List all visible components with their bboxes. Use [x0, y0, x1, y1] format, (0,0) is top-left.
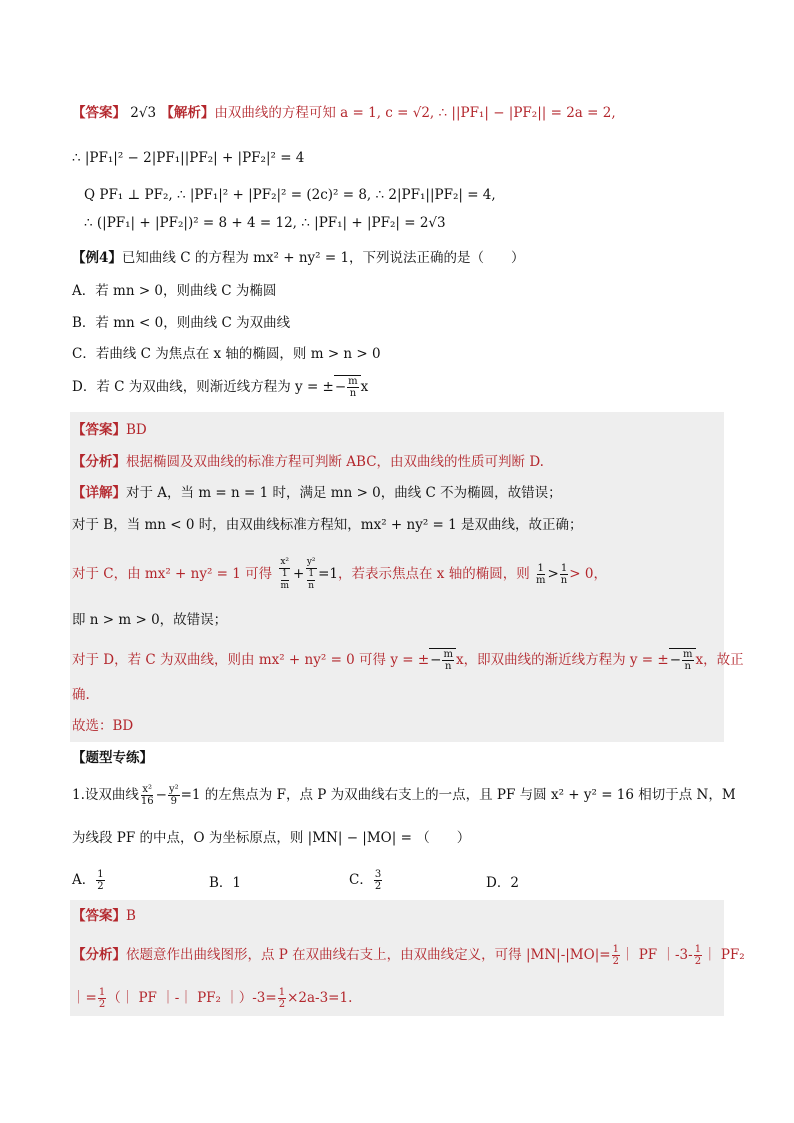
answer-line-1 [72, 103, 616, 123]
solution-analysis-tag: 【分析】 [72, 454, 126, 470]
practice-option-d: D．2 [486, 875, 519, 891]
frac-den: n [349, 388, 357, 399]
detail-5-part-b: x，即双曲线的渐近线方程为 y = ± [455, 652, 669, 668]
example4-stem [72, 248, 525, 268]
solution-detail-tag: 【详解】 [72, 485, 126, 501]
practice-answer-tag: 【答案】 [72, 908, 126, 924]
example4-option-d [72, 375, 368, 399]
answer-tag: 【答案】 [72, 105, 126, 121]
practice-analysis-text-2b: （｜ PF ｜-｜ PF₂ ｜）-3= [107, 990, 277, 1006]
analysis-text: 由双曲线的方程可知 a = 1, c = √2, ∴ ||PF₁| − |PF₂|| = 2a = 2, [214, 105, 616, 121]
one-over-m: $\frac{1}{m}$ [536, 563, 546, 586]
practice-option-c: C． $\frac{3}{2}$ [349, 869, 382, 892]
practice-option-a: A． $\frac{1}{2}$ [72, 869, 104, 892]
hyperbola-y-term: $\frac{\text{y²}}{9}$ [168, 784, 179, 807]
solution-detail-text: 对于 A，当 m = n = 1 时，满足 mn > 0，曲线 C 不为椭圆，故错误； [126, 485, 562, 501]
derivation-line-2: ∴ |PF₁|² − 2|PF₁||PF₂| + |PF₂|² = 4 [72, 150, 305, 166]
practice-analysis-2: ｜= $\frac{1}{2}$ （｜ PF ｜-｜ PF₂ ｜）-3= $\frac{1}{2}$ ×2a-3=1. [72, 987, 353, 1010]
example4-option-c: C．若曲线 C 为焦点在 x 轴的椭圆，则 m > n > 0 [72, 346, 381, 362]
derivation-line-3: Q PF₁ ⊥ PF₂, ∴ |PF₁|² + |PF₂|² = (2c)² = 8, ∴ 2|PF₁||PF₂| = 4, [84, 187, 496, 203]
solution-detail-5: 对于 D，若 C 为双曲线，则由 mx² + ny² = 0 可得 y = ±− $\frac{m}{n}$ x，即双曲线的渐近线方程为 y = ±− $\frac{m}{n}$ x，故正 [72, 649, 744, 672]
practice-analysis-text-1c: ｜ PF₂ [703, 947, 745, 963]
practice-q1-line2: 为线段 PF 的中点，O 为坐标原点，则 |MN| − |MO| = （ ） [72, 830, 471, 846]
solution-detail-3: 对于 C，由 mx² + ny² = 1 可得 $\frac{\text{x²}}{\frac{1}{m}}$ + $\frac{\text{y²}}{\frac{1}{n}}$ =1，若表示焦点在 x 轴的椭圆，则 $\frac{1}{m}$ > $\frac{1}{n}$ > 0， [72, 557, 607, 591]
practice-answer [72, 906, 136, 926]
option-a-label: A． [72, 872, 96, 888]
fraction-m-over-n [347, 376, 358, 399]
example4-tag: 【例4】 [72, 250, 122, 266]
solution-detail-1 [72, 483, 562, 503]
frac-num: m [348, 376, 358, 387]
practice-q1-line1: 1.设双曲线 $\frac{\text{x²}}{16}$ − $\frac{\text{y²}}{9}$ =1 的左焦点为 F，点 P 为双曲线右支上的一点，且 PF 与圆 x² + y² = 16 相切于点 N，M [72, 784, 736, 807]
example4-question: 已知曲线 C 的方程为 mx² + ny² = 1，下列说法正确的是（ ） [121, 250, 525, 266]
answer-value: 2√3 [130, 105, 157, 121]
option-d-suffix: x [360, 379, 369, 395]
hyperbola-x-term: $\frac{\text{x²}}{16}$ [140, 784, 154, 807]
ellipse-y-term: $\frac{\text{y²}}{\frac{1}{n}}$ [306, 557, 316, 591]
practice-analysis-1: 【分析】依题意作出曲线图形，点 P 在双曲线右支上，由双曲线定义，可得 |MN|-|MO|= $\frac{1}{2}$ ｜ PF ｜-3- $\frac{1}{2}$ ｜ PF₂ [72, 944, 745, 967]
solution-answer [72, 420, 147, 440]
one-over-n: $\frac{1}{n}$ [560, 563, 568, 586]
detail-3-part-a: 对于 C，由 mx² + ny² = 1 可得 [72, 566, 273, 582]
solution-choice: 故选：BD [72, 718, 134, 734]
detail-3-part-c: > 0， [569, 566, 607, 582]
solution-answer-value: BD [126, 422, 147, 438]
derivation-line-4: ∴ (|PF₁| + |PF₂|)² = 8 + 4 = 12, ∴ |PF₁| + |PF₂| = 2√3 [84, 215, 446, 231]
practice-option-b: B．1 [209, 875, 242, 891]
solution-answer-tag: 【答案】 [72, 422, 126, 438]
solution-analysis [72, 452, 544, 472]
solution-analysis-text: 根据椭圆及双曲线的标准方程可判断 ABC，由双曲线的性质可判断 D. [126, 454, 544, 470]
solution-detail-2: 对于 B，当 mn < 0 时，由双曲线标准方程知，mx² + ny² = 1 是双曲线，故正确； [72, 517, 583, 533]
q1-part-b: =1 的左焦点为 F，点 P 为双曲线右支上的一点，且 PF 与圆 x² + y² = 16 相切于点 N，M [180, 787, 736, 803]
sqrt-expression: − $\frac{m}{n}$ [334, 375, 361, 399]
practice-analysis-text-1b: ｜ PF ｜-3- [620, 947, 693, 963]
practice-analysis-text-1: 依题意作出曲线图形，点 P 在双曲线右支上，由双曲线定义，可得 |MN|-|MO|= [126, 947, 611, 963]
ellipse-x-term: $\frac{\text{x²}}{\frac{1}{m}}$ [280, 557, 290, 591]
example4-option-a: A．若 mn > 0，则曲线 C 为椭圆 [72, 283, 277, 299]
practice-analysis-text-2c: ×2a-3=1. [287, 990, 353, 1006]
solution-detail-4: 即 n > m > 0，故错误； [72, 612, 228, 628]
option-d-prefix: D．若 C 为双曲线，则渐近线方程为 y = ± [72, 379, 334, 395]
practice-analysis-tag: 【分析】 [72, 947, 126, 963]
practice-answer-value: B [126, 908, 136, 924]
detail-5-part-a: 对于 D，若 C 为双曲线，则由 mx² + ny² = 0 可得 y = ± [72, 652, 430, 668]
q1-part-a: 1.设双曲线 [72, 787, 139, 803]
practice-title: 【题型专练】 [72, 750, 153, 766]
option-c-label: C． [349, 872, 373, 888]
example4-option-b: B．若 mn < 0，则曲线 C 为双曲线 [72, 315, 291, 331]
solution-detail-6: 确. [72, 687, 90, 703]
detail-5-part-c: x，故正 [695, 652, 744, 668]
detail-3-part-b: ，若表示焦点在 x 轴的椭圆，则 [338, 566, 530, 582]
analysis-tag: 【解析】 [160, 105, 215, 121]
practice-analysis-text-2a: ｜= [72, 990, 97, 1006]
